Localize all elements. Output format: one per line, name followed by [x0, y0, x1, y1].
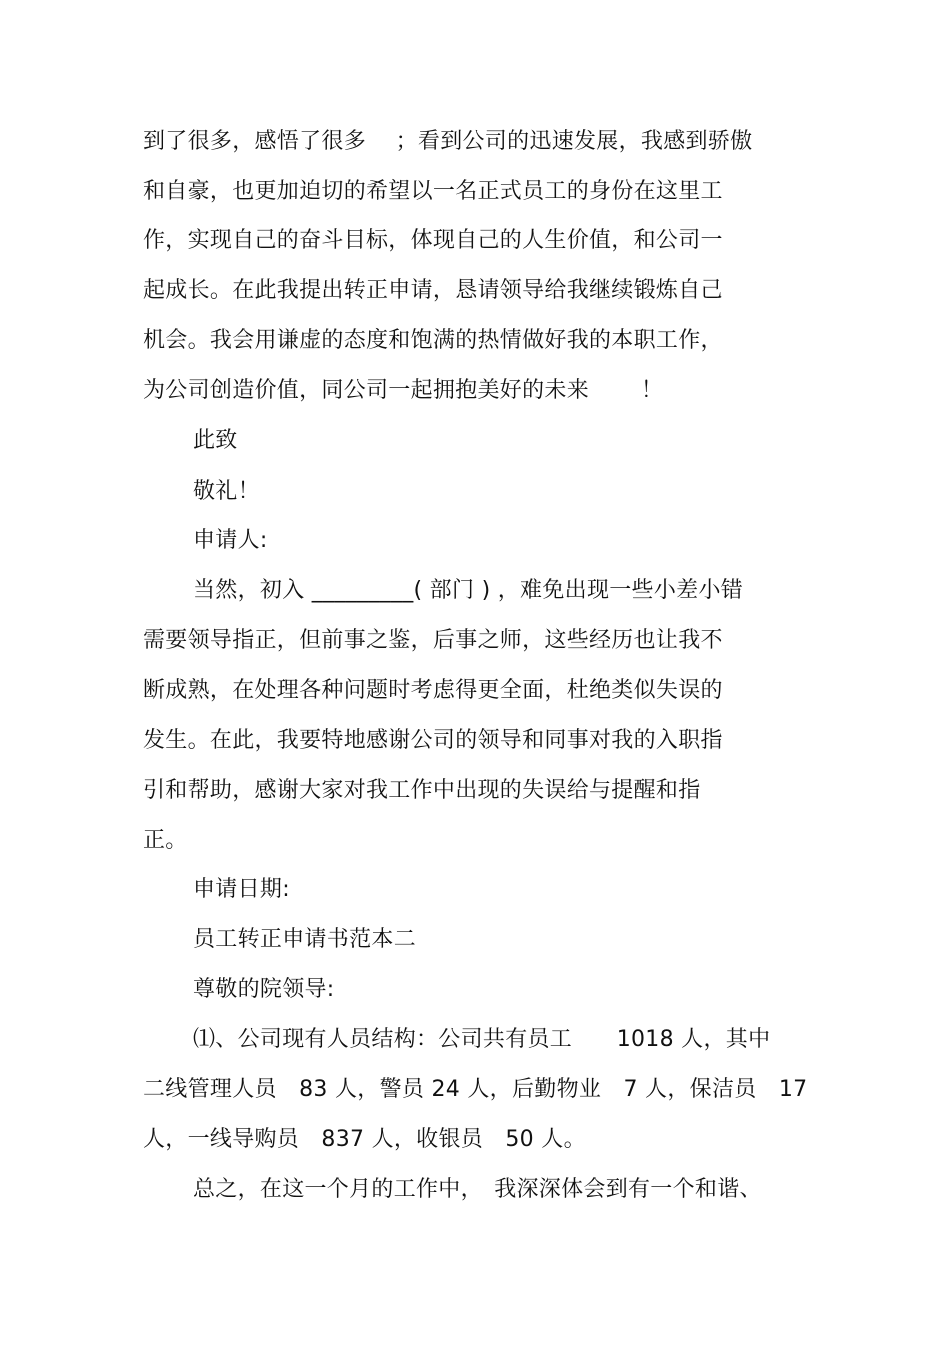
closing-regards: 敬礼！ — [193, 479, 260, 504]
paragraph-line: 需要领导指正，但前事之鉴，后事之师，这些经历也让我不 — [143, 628, 723, 653]
closing-salutation: 此致 — [193, 428, 238, 453]
section-title: 员工转正申请书范本二 — [193, 927, 417, 952]
paragraph-line: 引和帮助，感谢大家对我工作中出现的失误给与提醒和指 — [143, 778, 701, 803]
paragraph-line: 到了很多，感悟了很多 ；看到公司的迅速发展，我感到骄傲 — [143, 129, 753, 154]
paragraph-line: 当然，初入 _________( 部门 ) ，难免出现一些小差小错 — [193, 578, 744, 603]
paragraph-line: 正。 — [143, 828, 188, 853]
application-date-label: 申请日期: — [193, 877, 290, 902]
paragraph-line: 断成熟，在处理各种问题时考虑得更全面，杜绝类似失误的 — [143, 678, 723, 703]
paragraph-line: 为公司创造价值，同公司一起拥抱美好的未来 ！ — [143, 378, 664, 403]
paragraph-line: 人，一线导购员 837 人，收银员 50 人。 — [143, 1127, 586, 1152]
paragraph-line: 二线管理人员 83 人，警员 24 人，后勤物业 7 人，保洁员 17 — [143, 1077, 808, 1102]
paragraph-line: 机会。我会用谦虚的态度和饱满的热情做好我的本职工作， — [143, 328, 723, 353]
paragraph-line: 作，实现自己的奋斗目标，体现自己的人生价值，和公司一 — [143, 228, 723, 253]
paragraph-line: 发生。在此，我要特地感谢公司的领导和同事对我的入职指 — [143, 728, 723, 753]
paragraph-line: 总之，在这一个月的工作中， 我深深体会到有一个和谐、 — [193, 1177, 762, 1202]
paragraph-line: 起成长。在此我提出转正申请，恳请领导给我继续锻炼自己 — [143, 278, 723, 303]
paragraph-line: 和自豪，也更加迫切的希望以一名正式员工的身份在这里工 — [143, 179, 723, 204]
paragraph-line: ⑴、公司现有人员结构：公司共有员工 1018 人，其中 — [193, 1027, 771, 1052]
applicant-label: 申请人: — [193, 528, 268, 553]
greeting: 尊敬的院领导: — [193, 977, 335, 1002]
